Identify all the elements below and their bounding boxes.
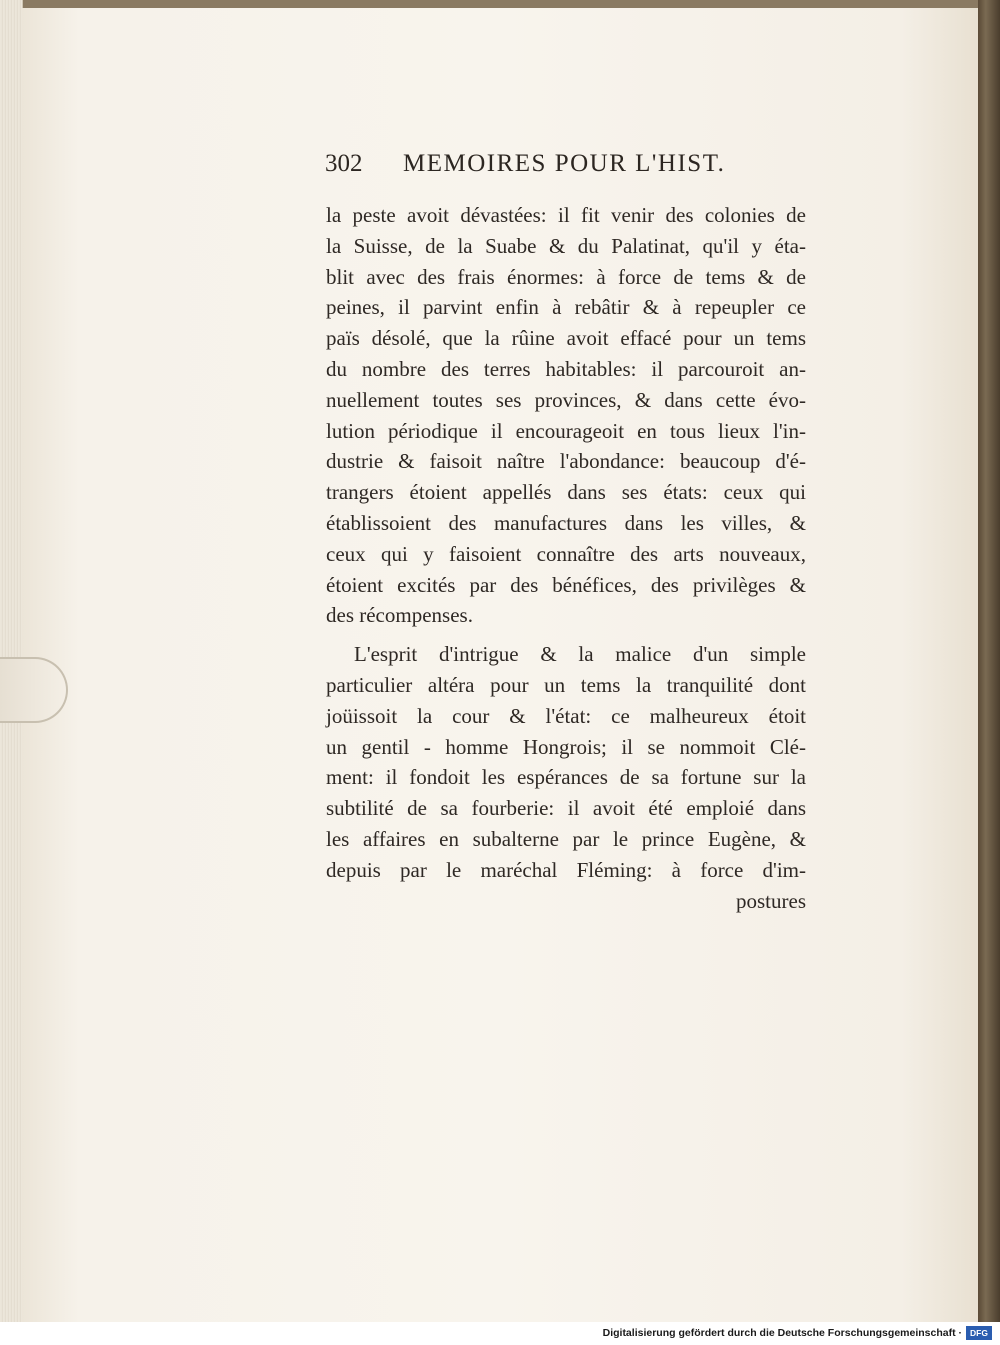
text-line: nuellement toutes ses provinces, & dans cette évo-	[326, 387, 806, 412]
funding-credit: Digitalisierung gefördert durch die Deutsche Forschungsgemeinschaft ·	[602, 1327, 962, 1339]
page-clip-marker	[0, 657, 68, 723]
text-line: des récompenses.	[326, 603, 473, 628]
running-head: MEMOIRES POUR L'HIST.	[403, 150, 726, 177]
text-line: joüissoit la cour & l'état: ce malheureux étoit	[326, 703, 806, 728]
catchword: postures	[736, 888, 806, 913]
text-line: un gentil - homme Hongrois; il se nommoit Clé-	[326, 734, 806, 759]
body-text	[326, 200, 806, 916]
text-line: subtilité de sa fourberie: il avoit été emploié dans	[326, 796, 806, 821]
book-cover-edge	[978, 0, 1000, 1322]
text-line: lution périodique il encourageoit en tous lieux l'in-	[326, 418, 806, 443]
text-line: les affaires en subalterne par le prince Eugène, &	[326, 826, 806, 851]
text-line: blit avec des frais énormes: à force de tems & de	[326, 264, 806, 289]
text-line: païs désolé, que la rûine avoit effacé pour un tems	[326, 326, 806, 351]
text-line: la peste avoit dévastées: il fit venir des colonies de	[326, 203, 806, 227]
page-number: 302	[325, 150, 363, 177]
text-line: dustrie & faisoit naître l'abondance: beaucoup d'é-	[326, 449, 806, 474]
text-line: ceux qui y faisoient connaître des arts nouveaux,	[326, 541, 806, 566]
text-line: peines, il parvint enfin à rebâtir & à repeupler ce	[326, 295, 806, 320]
footer-bar	[0, 1322, 1000, 1345]
text-line: étoient excités par des bénéfices, des privilèges &	[326, 572, 806, 597]
dfg-logo-icon: DFG	[966, 1326, 992, 1340]
text-line: particulier altéra pour un tems la tranquilité dont	[326, 672, 806, 697]
text-line: du nombre des terres habitables: il parcouroit an-	[326, 356, 806, 381]
text-line: la Suisse, de la Suabe & du Palatinat, qu'il y éta-	[326, 233, 806, 258]
text-line: trangers étoient appellés dans ses états: ceux qui	[326, 480, 806, 505]
paragraph-1	[326, 200, 806, 631]
paragraph-gap	[326, 631, 806, 639]
page-header	[325, 150, 805, 186]
text-line: L'esprit d'intrigue & la malice d'un simple	[354, 642, 806, 667]
text-line: ment: il fondoit les espérances de sa fortune sur la	[326, 765, 806, 790]
text-line: établissoient des manufactures dans les villes, &	[326, 510, 806, 535]
text-line: depuis par le maréchal Fléming: à force d'im-	[326, 857, 806, 882]
paragraph-2	[326, 639, 806, 885]
